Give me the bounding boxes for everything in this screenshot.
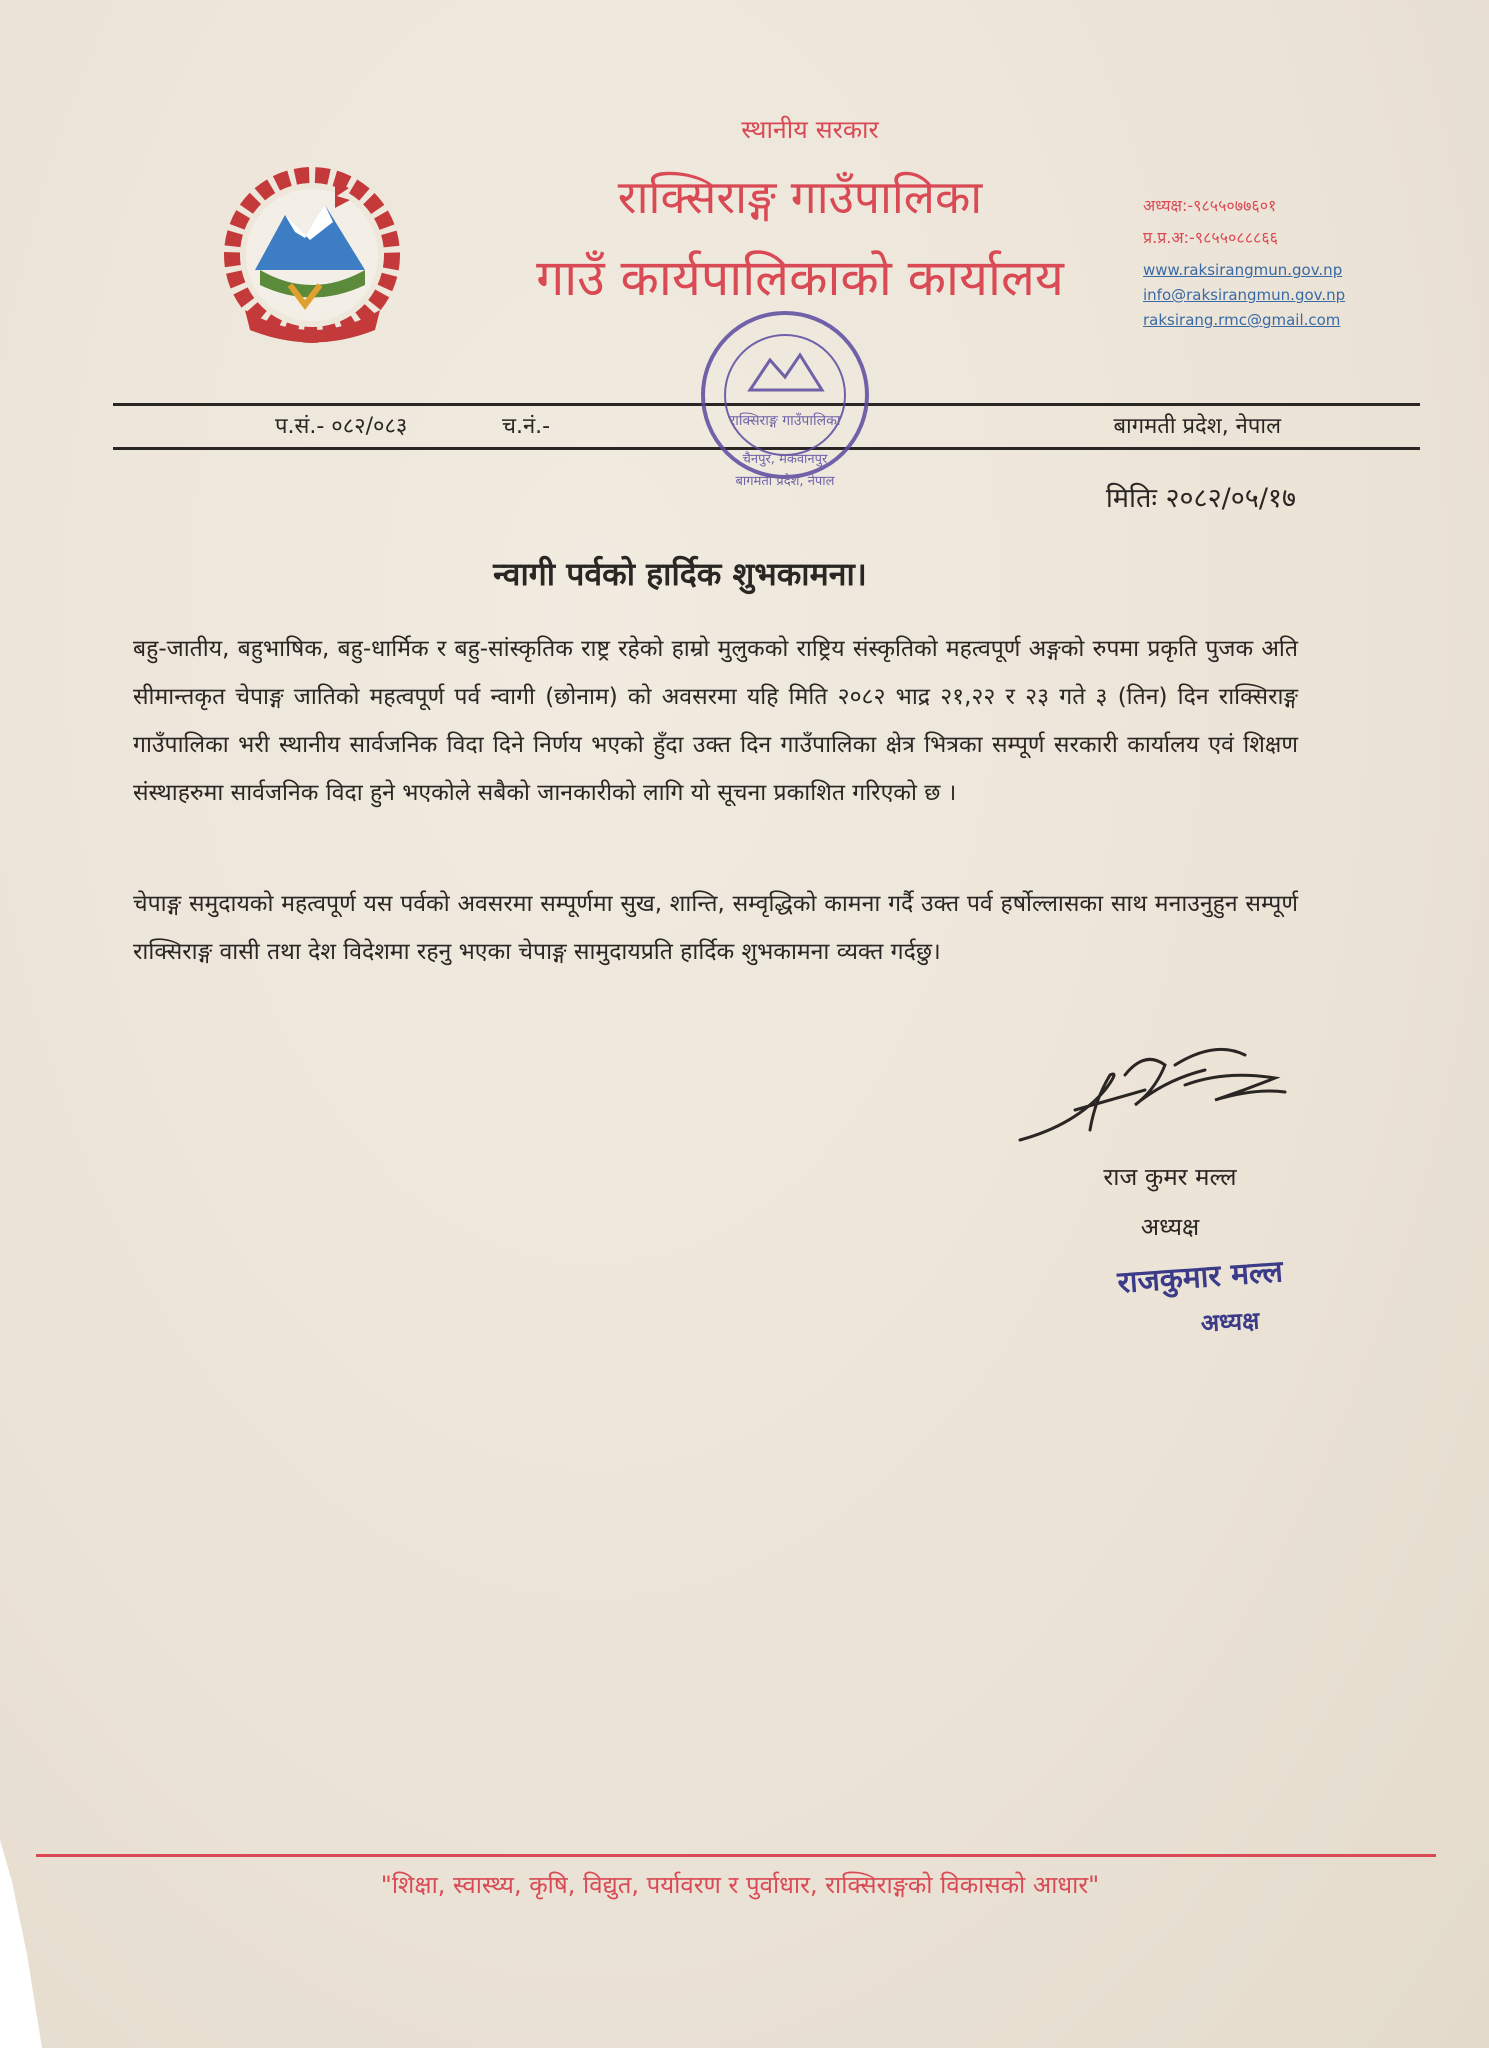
- chair-phone: अध्यक्ष:-९८५५०७७६०१: [1143, 196, 1277, 215]
- local-government-label: स्थानीय सरकार: [741, 115, 879, 144]
- nepal-emblem-icon: [215, 160, 410, 345]
- footer-motto: "शिक्षा, स्वास्थ्य, कृषि, विद्युत, पर्यावरण र पुर्वाधार, राक्सिराङ्गको विकासको आधार": [380, 1871, 1100, 1899]
- cao-phone: प्र.प्र.अ:-९८५५०८८८६६: [1143, 228, 1278, 247]
- stamp-line-2: चैनपुर, मकवानपुर: [742, 452, 828, 467]
- letter-date: मितिः २०८२/०५/१७: [1105, 483, 1296, 514]
- office-seal-stamp: [680, 285, 890, 515]
- chalani-number: च.नं.-: [502, 414, 551, 439]
- signatory-name: राज कुमर मल्ल: [1103, 1163, 1237, 1191]
- handwritten-signature: [1015, 1030, 1300, 1160]
- contact-block: [1143, 190, 1443, 333]
- paragraph-2: चेपाङ्ग समुदायको महत्वपूर्ण यस पर्वको अवसरमा सम्पूर्णमा सुख, शान्ति, सम्वृद्धिको कामना गर्दै उक्त पर्व हर्षोल्लासका साथ मनाउनुहुन सम्पूर्ण राक्सिराङ्ग वासी तथा देश विदेशमा रहनु भएका चेपाङ्ग सामुदायप्रति हार्दिक शुभकामना व्यक्त गर्दछु।: [133, 891, 1298, 965]
- name-stamp: राजकुमार मल्ल: [1116, 1254, 1284, 1301]
- footer-rule: [36, 1854, 1436, 1857]
- title-stamp: अध्यक्ष: [1200, 1306, 1260, 1338]
- website-link[interactable]: www.raksirangmun.gov.np: [1143, 261, 1343, 279]
- paragraph-1: बहु-जातीय, बहुभाषिक, बहु-धार्मिक र बहु-सांस्कृतिक राष्ट्र रहेको हाम्रो मुलुकको राष्ट्रिय संस्कृतिको महत्वपूर्ण अङ्गको रुपमा प्रकृति पुजक अति सीमान्तकृत चेपाङ्ग जातिको महत्वपूर्ण पर्व न्वागी (छोनाम) को अवसरमा यहि मिति २०८२ भाद्र २१,२२ र २३ गते ३ (तिन) दिन राक्सिराङ्ग गाउँपालिका भरी स्थानीय सार्वजनिक विदा दिने निर्णय भएको हुँदा उक्त दिन गाउँपालिका क्षेत्र भित्रका सम्पूर्ण सरकारी कार्यालय एवं शिक्षण संस्थाहरुमा सार्वजनिक विदा हुने भएकोले सबैको जानकारीको लागि यो सूचना प्रकाशित गरिएको छ ।: [133, 636, 1298, 806]
- patra-sankhya: प.सं.- ०८२/०८३: [275, 414, 408, 439]
- office-address: बागमती प्रदेश, नेपाल: [1113, 414, 1281, 439]
- stamp-line-3: बागमती प्रदेश, नेपाल: [735, 474, 835, 489]
- office-name: गाउँ कार्यपालिकाको कार्यालय: [536, 249, 1064, 307]
- stamp-line-1: राक्सिराङ्ग गाउँपालिका: [729, 413, 841, 429]
- letter-title: न्वागी पर्वको हार्दिक शुभकामना।: [493, 555, 867, 593]
- signatory-title: अध्यक्ष: [1140, 1213, 1200, 1241]
- info-email-link[interactable]: info@raksirangmun.gov.np: [1143, 286, 1346, 304]
- gmail-email-link[interactable]: raksirang.rmc@gmail.com: [1143, 311, 1341, 329]
- municipality-name: राक्सिराङ्ग गाउँपालिका: [617, 170, 983, 224]
